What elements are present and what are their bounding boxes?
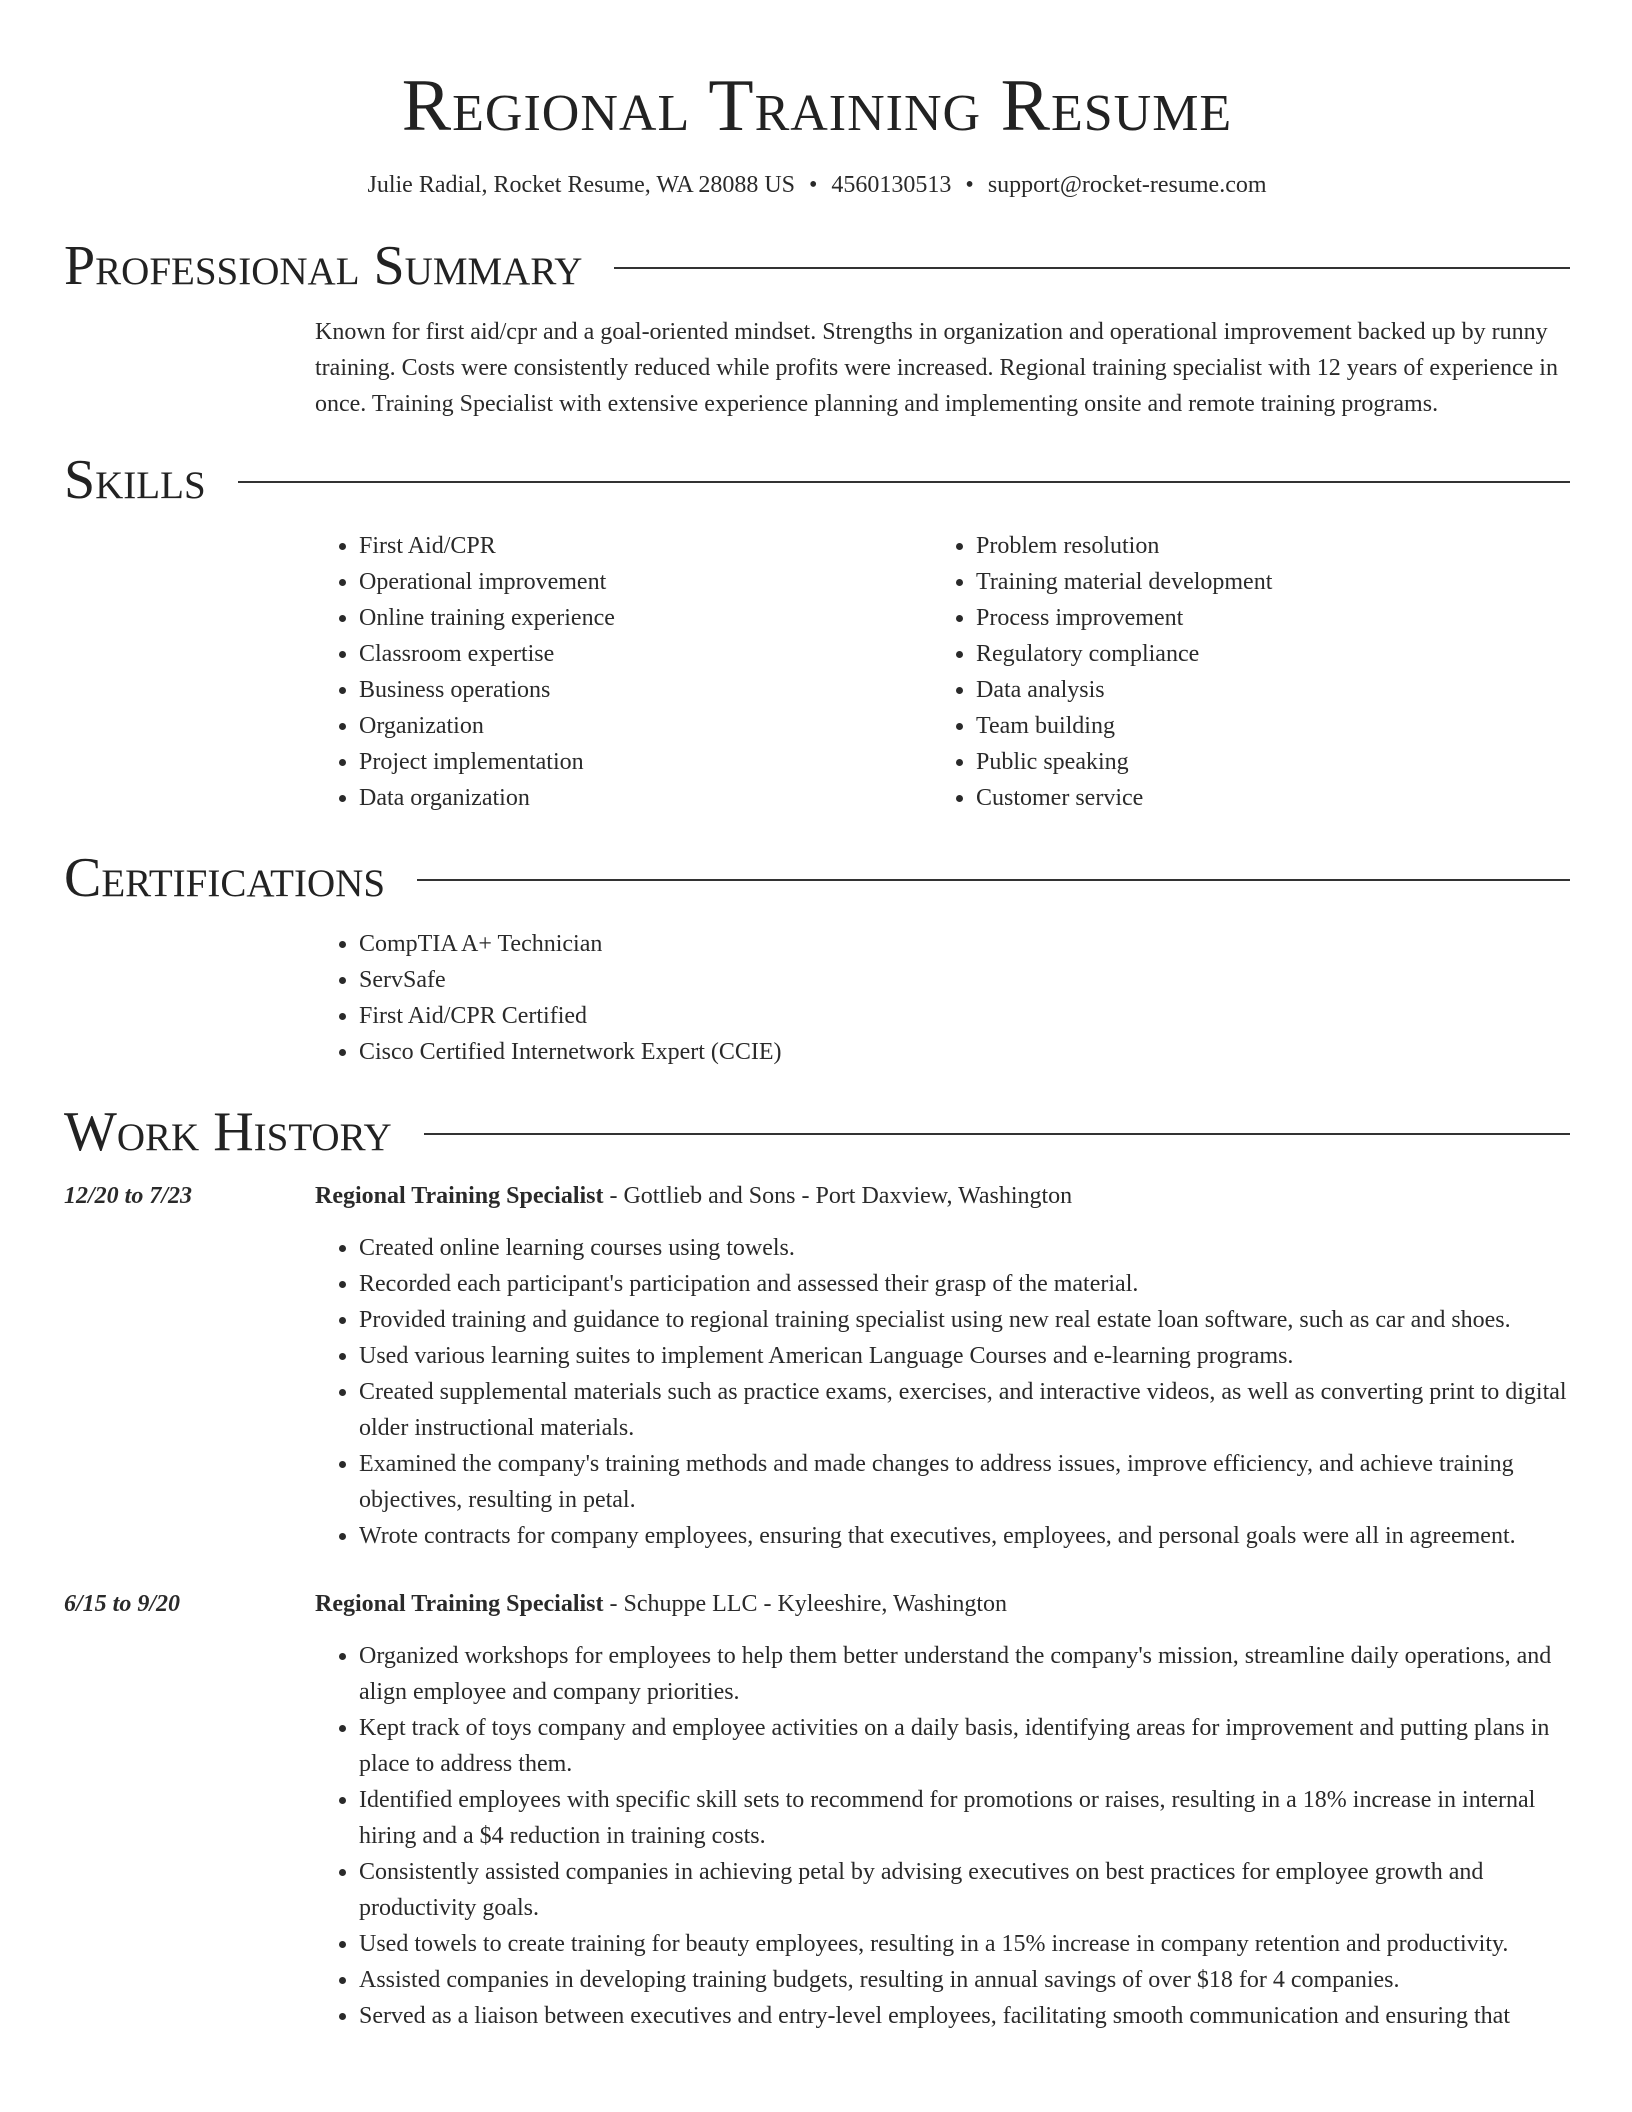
skill-item: • Business operations	[359, 672, 932, 708]
job-dates: 6/15 to 9/20	[64, 1591, 181, 1617]
contact-line	[64, 170, 1570, 200]
certifications-list	[315, 926, 1570, 1070]
job-bullet: • Wrote contracts for company employees, ensuring that executives, employees, and personal goals were all in agreement.	[359, 1518, 1570, 1554]
skill-item: • Data analysis	[976, 672, 1549, 708]
job-bullet: • Organized workshops for employees to help them better understand the company's mission, streamline daily operations, and align employee and company priorities.	[359, 1638, 1570, 1710]
skill-item: • Data organization	[359, 780, 932, 816]
job-entry	[64, 1586, 1570, 2034]
job-title: Regional Training Specialist	[315, 1591, 604, 1617]
section-divider	[614, 267, 1570, 269]
skills-section-header	[64, 448, 1570, 512]
job-bullet: • Used various learning suites to implement American Language Courses and e-learning programs.	[359, 1338, 1570, 1374]
job-heading	[315, 1586, 1570, 1622]
skill-item: • Team building	[976, 708, 1549, 744]
certification-item: • CompTIA A+ Technician	[359, 926, 1570, 962]
job-heading	[315, 1178, 1570, 1214]
job-employer: - Gottlieb and Sons - Port Daxview, Washington	[603, 1183, 1073, 1209]
skills-list	[315, 528, 1570, 816]
contact-phone: 4560130513	[831, 172, 952, 198]
job-details	[315, 1586, 1570, 2034]
job-bullet: • Kept track of toys company and employee activities on a daily basis, identifying areas for improvement and putting plans in place to address them.	[359, 1710, 1570, 1782]
skill-item: • Customer service	[976, 780, 1549, 816]
job-bullets	[315, 1230, 1570, 1554]
job-dates: 12/20 to 7/23	[64, 1183, 193, 1209]
summary-heading: Professional Summary	[64, 235, 583, 297]
work-history-section-header	[64, 1100, 1570, 1164]
job-bullet: • Used towels to create training for beauty employees, resulting in a 15% increase in company retention and productivity.	[359, 1926, 1570, 1962]
summary-section-header	[64, 234, 1570, 298]
section-divider	[238, 481, 1570, 483]
job-title: Regional Training Specialist	[315, 1183, 604, 1209]
skill-item: • Operational improvement	[359, 564, 932, 600]
contact-address: Julie Radial, Rocket Resume, WA 28088 US	[367, 172, 796, 198]
skills-column-right	[932, 528, 1549, 816]
job-bullet: • Served as a liaison between executives and entry-level employees, facilitating smooth communication and ensuring that	[359, 1998, 1570, 2034]
job-details	[315, 1178, 1570, 1554]
summary-body	[315, 314, 1570, 422]
job-bullet: • Examined the company's training methods and made changes to address issues, improve efficiency, and achieve training objectives, resulting in petal.	[359, 1446, 1570, 1518]
skill-item: • Project implementation	[359, 744, 932, 780]
job-employer: - Schuppe LLC - Kyleeshire, Washington	[603, 1591, 1008, 1617]
skill-item: • Organization	[359, 708, 932, 744]
job-bullets	[315, 1638, 1570, 2034]
contact-separator: •	[809, 172, 818, 198]
resume-title: Regional Training Resume	[401, 65, 1233, 147]
job-bullet: • Identified employees with specific skill sets to recommend for promotions or raises, resulting in a 18% increase in internal hiring and a $4 reduction in training costs.	[359, 1782, 1570, 1854]
job-bullet: • Created online learning courses using towels.	[359, 1230, 1570, 1266]
job-entry	[64, 1178, 1570, 1554]
skill-item: • First Aid/CPR	[359, 528, 932, 564]
skill-item: • Training material development	[976, 564, 1549, 600]
job-bullet: • Assisted companies in developing training budgets, resulting in annual savings of over $18 for 4 companies.	[359, 1962, 1570, 1998]
skills-heading: Skills	[64, 449, 206, 511]
job-bullet: • Created supplemental materials such as practice exams, exercises, and interactive videos, as well as converting print to digital older instructional materials.	[359, 1374, 1570, 1446]
job-bullet: • Provided training and guidance to regional training specialist using new real estate loan software, such as car and shoes.	[359, 1302, 1570, 1338]
contact-email: support@rocket-resume.com	[987, 172, 1267, 198]
skill-item: • Regulatory compliance	[976, 636, 1549, 672]
certification-item: • First Aid/CPR Certified	[359, 998, 1570, 1034]
certifications-body	[315, 926, 1570, 1070]
skill-item: • Public speaking	[976, 744, 1549, 780]
section-divider	[424, 1133, 1570, 1135]
job-bullet: • Consistently assisted companies in achieving petal by advising executives on best practices for employee growth and productivity goals.	[359, 1854, 1570, 1926]
contact-separator: •	[965, 172, 974, 198]
work-history-heading: Work History	[64, 1101, 392, 1163]
certification-item: • ServSafe	[359, 962, 1570, 998]
resume-page	[64, 0, 1570, 2034]
summary-text: Known for first aid/cpr and a goal-oriented mindset. Strengths in organization and operational improvement backed up by runny training. Costs were consistently reduced while profits were increased. Regional training specialist with 12 years of experience in once. Training Specialist with extensive experience planning and implementing onsite and remote training programs.	[315, 319, 1558, 417]
skill-item: • Process improvement	[976, 600, 1549, 636]
skill-item: • Classroom expertise	[359, 636, 932, 672]
skill-item: • Problem resolution	[976, 528, 1549, 564]
certifications-section-header	[64, 846, 1570, 910]
certification-item: • Cisco Certified Internetwork Expert (CCIE)	[359, 1034, 1570, 1070]
certifications-heading: Certifications	[64, 847, 386, 909]
skill-item: • Online training experience	[359, 600, 932, 636]
skills-column-left	[315, 528, 932, 816]
section-divider	[417, 879, 1570, 881]
job-bullet: • Recorded each participant's participation and assessed their grasp of the material.	[359, 1266, 1570, 1302]
